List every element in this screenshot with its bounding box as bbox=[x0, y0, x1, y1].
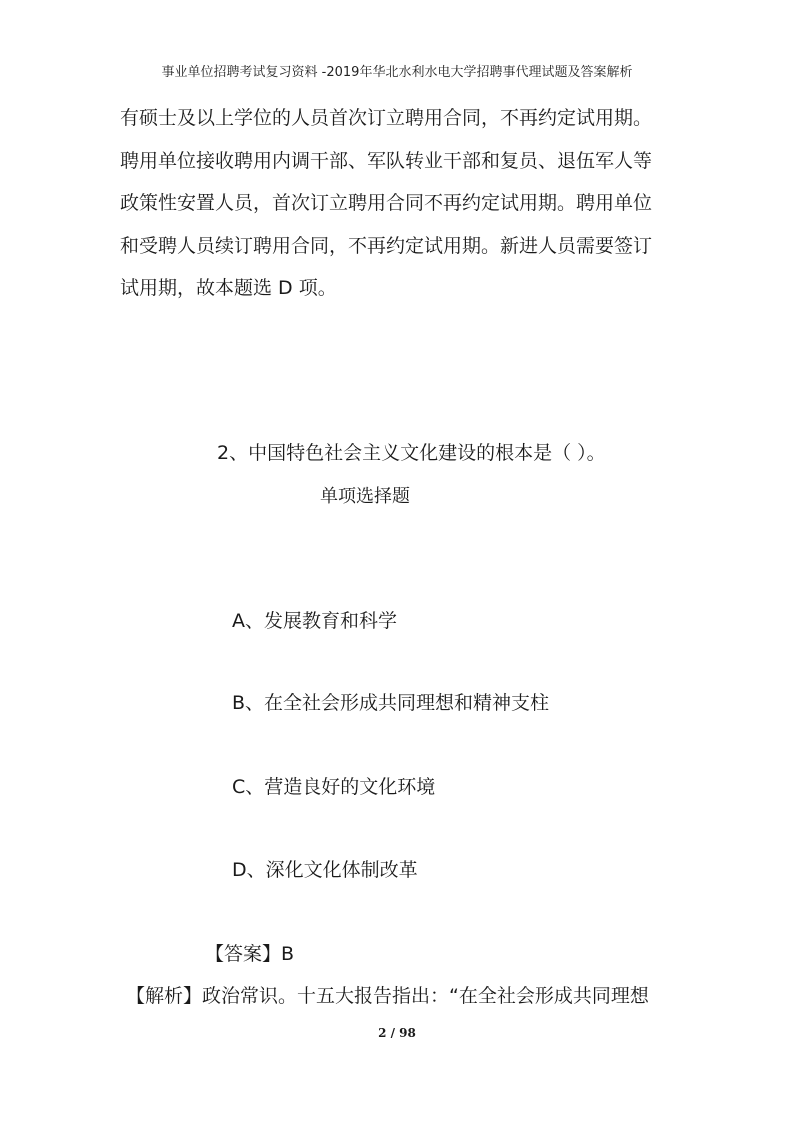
paragraph-line: 和受聘人员续订聘用合同，不再约定试用期。新进人员需要签订 bbox=[120, 234, 653, 257]
option-b: B、在全社会形成共同理想和精神支柱 bbox=[232, 692, 550, 714]
paragraph-line: 有硕士及以上学位的人员首次订立聘用合同，不再约定试用期。 bbox=[120, 107, 653, 129]
answer-line: 【答案】B bbox=[205, 943, 295, 965]
question-type: 单项选择题 bbox=[320, 486, 410, 507]
question-text: 2、中国特色社会主义文化建设的根本是（ ）。 bbox=[217, 442, 606, 464]
option-c: C、营造良好的文化环境 bbox=[232, 776, 436, 798]
paragraph-line: 试用期，故本题选 D 项。 bbox=[120, 277, 337, 299]
explanation-paragraph bbox=[120, 97, 690, 310]
analysis-line: 【解析】政治常识。十五大报告指出：“在全社会形成共同理想 bbox=[126, 985, 649, 1007]
page-header: 事业单位招聘考试复习资料 -2019年华北水利水电大学招聘事代理试题及答案解析 bbox=[161, 65, 633, 80]
page-number: 2 / 98 bbox=[378, 1026, 416, 1040]
option-d: D、深化文化体制改革 bbox=[232, 859, 418, 881]
paragraph-line: 聘用单位接收聘用内调干部、军队转业干部和复员、退伍军人等 bbox=[120, 149, 653, 172]
option-a: A、发展教育和科学 bbox=[232, 610, 397, 632]
paragraph-line: 政策性安置人员，首次订立聘用合同不再约定试用期。聘用单位 bbox=[120, 192, 653, 214]
